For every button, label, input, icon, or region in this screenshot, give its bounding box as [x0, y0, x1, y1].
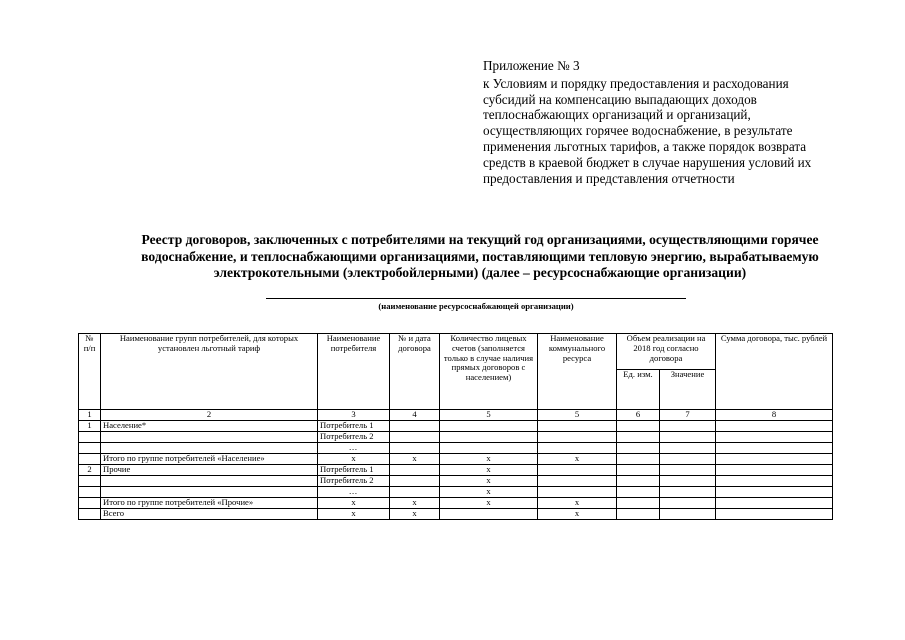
heading-line: водоснабжение, и теплоснабжающими организациями, поставляющими тепловую энергию, вырабатываемую — [141, 248, 819, 264]
cell-sum — [716, 487, 833, 498]
cell-group — [101, 476, 318, 487]
appendix-line: средств в краевой бюджет в случае нарушения условий их — [483, 154, 812, 170]
appendix-line: теплоснабжающих организаций и организаций, — [483, 107, 751, 123]
table-row — [79, 476, 833, 487]
cell-sum — [716, 476, 833, 487]
cell-num: 1 — [79, 421, 101, 432]
registry-heading — [60, 232, 900, 282]
cell-contract — [390, 421, 440, 432]
cell-group: Прочие — [101, 465, 318, 476]
cell-num — [79, 454, 101, 465]
cell-value — [660, 476, 716, 487]
cell-sum — [716, 454, 833, 465]
col-number: 4 — [390, 410, 440, 421]
cell-group — [101, 487, 318, 498]
cell-resource — [538, 443, 617, 454]
cell-unit — [617, 454, 660, 465]
cell-unit — [617, 443, 660, 454]
cell-unit — [617, 432, 660, 443]
cell-unit — [617, 509, 660, 520]
cell-sum — [716, 421, 833, 432]
cell-consumer: x — [318, 509, 390, 520]
cell-consumer: … — [318, 487, 390, 498]
organization-name-line — [266, 298, 686, 299]
cell-accounts: x — [440, 487, 538, 498]
cell-consumer: Потребитель 2 — [318, 432, 390, 443]
cell-num — [79, 476, 101, 487]
cell-sum — [716, 443, 833, 454]
appendix-line: осуществляющих горячее водоснабжение, в результате — [483, 123, 793, 139]
cell-accounts: x — [440, 454, 538, 465]
cell-sum — [716, 509, 833, 520]
cell-accounts — [440, 443, 538, 454]
cell-group: Итого по группе потребителей «Прочие» — [101, 498, 318, 509]
table-row — [79, 509, 833, 520]
cell-value — [660, 454, 716, 465]
cell-value — [660, 509, 716, 520]
cell-accounts: x — [440, 476, 538, 487]
table-row — [79, 454, 833, 465]
cell-resource — [538, 476, 617, 487]
cell-value — [660, 465, 716, 476]
cell-value — [660, 432, 716, 443]
cell-group — [101, 432, 318, 443]
cell-unit — [617, 498, 660, 509]
cell-value — [660, 443, 716, 454]
header-contract: № и дата договора — [390, 334, 440, 410]
cell-consumer: … — [318, 443, 390, 454]
header-sum: Сумма договора, тыс. рублей — [716, 334, 833, 410]
table-row — [79, 432, 833, 443]
heading-line: Реестр договоров, заключенных с потребителями на текущий год организациями, осуществляющими горячее — [141, 232, 819, 247]
cell-accounts — [440, 421, 538, 432]
header-group: Наименование групп потребителей, для которых установлен льготный тариф — [101, 334, 318, 410]
cell-num — [79, 498, 101, 509]
cell-consumer: Потребитель 1 — [318, 421, 390, 432]
cell-resource — [538, 487, 617, 498]
cell-resource — [538, 432, 617, 443]
header-volume: Объем реализации на 2018 год согласно договора — [617, 334, 716, 370]
cell-consumer: Потребитель 2 — [318, 476, 390, 487]
cell-sum — [716, 498, 833, 509]
col-number: 1 — [79, 410, 101, 421]
cell-consumer: x — [318, 498, 390, 509]
cell-group — [101, 443, 318, 454]
cell-unit — [617, 421, 660, 432]
cell-group: Всего — [101, 509, 318, 520]
appendix-block — [483, 58, 883, 186]
cell-unit — [617, 465, 660, 476]
cell-num — [79, 443, 101, 454]
column-number-row — [79, 410, 833, 421]
col-number: 2 — [101, 410, 318, 421]
cell-unit — [617, 487, 660, 498]
table-row — [79, 465, 833, 476]
cell-num: 2 — [79, 465, 101, 476]
header-num: № п/п — [79, 334, 101, 410]
cell-resource — [538, 465, 617, 476]
appendix-line: применения льготных тарифов, а также порядок возврата — [483, 138, 807, 154]
cell-contract: x — [390, 454, 440, 465]
organization-name-caption: (наименование ресурсоснабжающей организации) — [378, 301, 574, 311]
cell-num — [79, 487, 101, 498]
table-row — [79, 421, 833, 432]
appendix-title: Приложение № 3 — [483, 58, 580, 73]
cell-resource: x — [538, 498, 617, 509]
header-resource: Наименование коммунального ресурса — [538, 334, 617, 410]
table-row — [79, 498, 833, 509]
cell-num — [79, 509, 101, 520]
table-row — [79, 443, 833, 454]
cell-accounts: x — [440, 465, 538, 476]
table-header-row — [79, 334, 833, 370]
cell-contract — [390, 432, 440, 443]
cell-unit — [617, 476, 660, 487]
cell-consumer: x — [318, 454, 390, 465]
cell-contract: x — [390, 498, 440, 509]
table-row — [79, 487, 833, 498]
appendix-line: предоставления и представления отчетности — [483, 170, 735, 186]
cell-contract — [390, 465, 440, 476]
cell-consumer: Потребитель 1 — [318, 465, 390, 476]
cell-accounts — [440, 432, 538, 443]
header-unit: Ед. изм. — [617, 370, 660, 410]
header-accounts: Количество лицевых счетов (заполняется только в случае наличия прямых договоров с населением) — [440, 334, 538, 410]
col-number: 3 — [318, 410, 390, 421]
cell-accounts — [440, 509, 538, 520]
cell-resource: x — [538, 454, 617, 465]
cell-contract: x — [390, 509, 440, 520]
cell-contract — [390, 476, 440, 487]
cell-group: Население* — [101, 421, 318, 432]
heading-line: электрокотельными (электробойлерными) (далее – ресурсоснабжающие организации) — [213, 265, 747, 280]
cell-accounts: x — [440, 498, 538, 509]
appendix-line: к Условиям и порядку предоставления и расходования — [483, 75, 789, 91]
cell-sum — [716, 432, 833, 443]
col-number: 8 — [716, 410, 833, 421]
col-number: 7 — [660, 410, 716, 421]
cell-num — [79, 432, 101, 443]
header-value: Значение — [660, 370, 716, 410]
cell-contract — [390, 487, 440, 498]
cell-value — [660, 487, 716, 498]
header-consumer: Наименование потребителя — [318, 334, 390, 410]
cell-group: Итого по группе потребителей «Население» — [101, 454, 318, 465]
cell-resource — [538, 421, 617, 432]
cell-contract — [390, 443, 440, 454]
col-number: 6 — [617, 410, 660, 421]
appendix-line: субсидий на компенсацию выпадающих доходов — [483, 91, 757, 107]
cell-value — [660, 421, 716, 432]
col-number: 5 — [440, 410, 538, 421]
cell-sum — [716, 465, 833, 476]
cell-resource: x — [538, 509, 617, 520]
cell-value — [660, 498, 716, 509]
registry-table — [78, 333, 833, 520]
col-number: 5 — [538, 410, 617, 421]
